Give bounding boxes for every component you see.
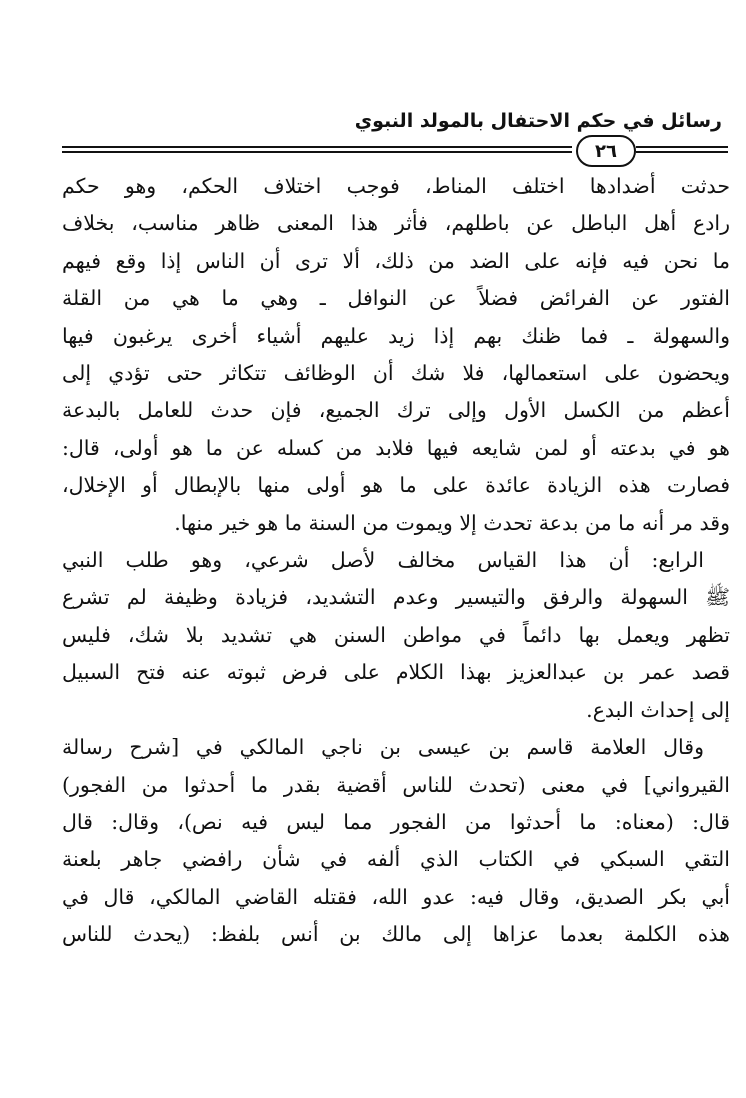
text-line: رادع أهل الباطل عن باطلهم، فأثر هذا المعنى ظاهر مناسب، بخلاف bbox=[62, 211, 730, 236]
text-line: هذه الكلمة بعدما عزاها إلى مالك بن أنس بلفظ: (يحدث للناس bbox=[62, 922, 730, 947]
text-line: حدثت أضدادها اختلف المناط، فوجب اختلاف الحكم، وهو حكم bbox=[62, 174, 730, 198]
text-line: فصارت هذه الزيادة عائدة على ما هو أولى منها بالإبطال أو الإخلال، bbox=[62, 473, 730, 498]
text-line: هو في بدعته أو لمن شايعه فيها فلابد من كسله عن ما هو أولى، قال: bbox=[62, 435, 730, 460]
text-line: القيرواني] في معنى (تحدث للناس أقضية بقدر ما أحدثوا من الفجور) bbox=[62, 772, 730, 797]
page-number: ٢٦ bbox=[576, 135, 636, 167]
paragraph-3 bbox=[62, 729, 730, 953]
header-rule-bottom-right bbox=[636, 151, 728, 153]
paragraph-2 bbox=[62, 542, 730, 729]
paragraph-1 bbox=[62, 168, 730, 542]
header-rule-top-right bbox=[636, 146, 728, 148]
text-line: إلى إحداث البدع. bbox=[586, 697, 730, 722]
text-line: تظهر ويعمل بها دائماً في مواطن السنن هي تشديد بلا شك، فليس bbox=[62, 622, 730, 647]
header-rule-top-left bbox=[62, 146, 572, 148]
text-line: الرابع: أن هذا القياس مخالف لأصل شرعي، وهو طلب النبي bbox=[62, 548, 704, 573]
text-line: الفتور عن الفرائض فضلاً عن النوافل ـ وهي ما هي من القلة bbox=[62, 286, 730, 311]
text-line: ويحضون على استعمالها، فلا شك أن الوظائف تتكاثر حتى تؤدي إلى bbox=[62, 361, 730, 386]
text-line: أعظم من الكسل الأول وإلى ترك الجميع، فإن حدث للعامل بالبدعة bbox=[62, 398, 730, 423]
text-line: وقد مر أنه ما من بدعة تحدث إلا ويموت من السنة ما هو خير منها. bbox=[174, 510, 730, 535]
text-line: ما نحن فيه فإنه على الضد من ذلك، ألا ترى أن الناس إذا وقع فيهم bbox=[62, 248, 730, 273]
text-line: والسهولة ـ فما ظنك بهم إذا زيد عليهم أشياء أخرى يرغبون فيها bbox=[62, 323, 730, 348]
text-line: قال: (معناه: ما أحدثوا من الفجور مما ليس فيه نص)، وقال: قال bbox=[62, 809, 730, 834]
text-line: ﷺ السهولة والرفق والتيسير وعدم التشديد، فزيادة وظيفة لم تشرع bbox=[62, 585, 730, 610]
body-text bbox=[62, 168, 730, 954]
header-rule-bottom-left bbox=[62, 151, 572, 153]
running-header bbox=[62, 110, 730, 140]
running-header-title: رسائل في حكم الاحتفال بالمولد النبوي bbox=[354, 110, 722, 132]
text-line: قصد عمر بن عبدالعزيز بهذا الكلام على فرض ثبوته عنه فتح السبيل bbox=[62, 660, 730, 685]
text-line: أبي بكر الصديق، وقال فيه: عدو الله، فقتله القاضي المالكي، قال في bbox=[62, 884, 730, 909]
text-line: التقي السبكي في الكتاب الذي ألفه في شأن رافضي جاهر بلعنة bbox=[62, 847, 730, 872]
text-line: وقال العلامة قاسم بن عيسى بن ناجي المالكي في [شرح رسالة bbox=[62, 735, 704, 760]
